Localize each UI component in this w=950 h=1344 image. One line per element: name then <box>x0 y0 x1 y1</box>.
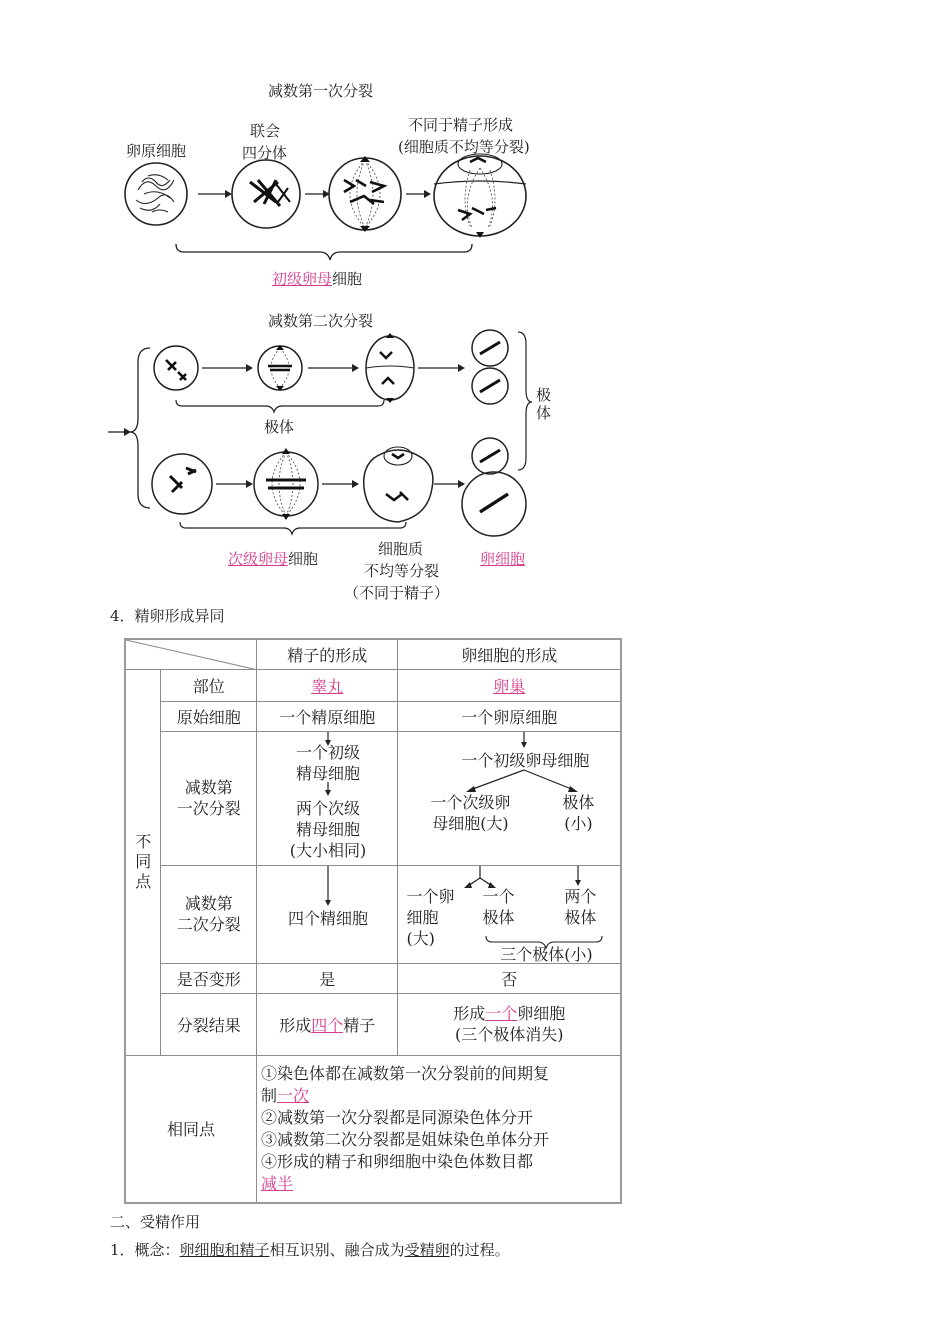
row-m1-sperm-1: 一个初级 <box>296 742 361 762</box>
polar-body-result-1 <box>472 330 508 366</box>
secondary-oocyte-cell <box>152 454 212 514</box>
ovary-text: 卵巢 <box>493 676 526 696</box>
row-m1-sperm <box>257 731 398 865</box>
same-label: 相同点 <box>125 1055 257 1203</box>
row-m2-sperm-text: 四个精细胞 <box>288 908 369 928</box>
row-m1-egg-right-2: (小) <box>564 813 593 833</box>
row-m1-egg-right-1: 极体 <box>562 792 595 812</box>
polar-body-result-2 <box>472 368 508 404</box>
same-point-3: ③减数第二次分裂都是姐妹染色单体分开 <box>261 1129 550 1149</box>
concept-mid: 相互识别、融合成为 <box>269 1241 405 1259</box>
testis-text: 睾丸 <box>311 676 344 696</box>
row-m2-label-2: 二次分裂 <box>176 915 241 934</box>
row-m1-egg-left-1: 一个次级卵 <box>430 792 511 812</box>
row-site-sperm <box>257 669 398 701</box>
row-deform-sperm: 是 <box>257 963 398 993</box>
header-sperm: 精子的形成 <box>257 639 398 669</box>
metaphase-one-cell <box>329 156 401 232</box>
row-origin-sperm: 一个精原细胞 <box>257 701 398 731</box>
meiosis-one-figure <box>108 72 554 304</box>
row-deform-label: 是否变形 <box>161 963 257 993</box>
egg-cell-label: 卵细胞 <box>480 550 526 568</box>
synapsis-label: 联会 <box>250 122 281 140</box>
table-header-row <box>125 639 621 669</box>
unequal-cytoplasm-label: (细胞质不均等分裂) <box>398 138 530 156</box>
cytoplasm-label: 细胞质 <box>378 540 424 558</box>
row-m2-egg-b-1: 一个 <box>482 886 515 906</box>
row-deform-egg: 否 <box>398 963 621 993</box>
row-m1-egg-left-2: 母细胞(大) <box>432 813 509 833</box>
row-m2-sperm <box>257 865 398 963</box>
row-result-egg <box>398 993 621 1055</box>
secondary-oocyte-metaphase-cell <box>254 448 318 520</box>
row-m2-egg-c-1: 两个 <box>564 886 597 906</box>
halved-text: 减半 <box>261 1173 294 1193</box>
same-point-2: ②减数第一次分裂都是同源染色体分开 <box>261 1107 534 1127</box>
meiosis-one-title: 减数第一次分裂 <box>268 82 374 100</box>
table-row <box>125 1055 621 1203</box>
row-m2-egg-c-2: 极体 <box>564 907 597 927</box>
row-site-egg <box>398 669 621 701</box>
oogonium-cell <box>125 163 187 225</box>
row-m2-egg <box>398 865 621 963</box>
secondary-oocyte-label <box>228 548 318 569</box>
polar-body-row-label: 极体 <box>264 418 295 436</box>
table-row <box>125 701 621 731</box>
row-result-sperm <box>257 993 398 1055</box>
four-text: 四个 <box>311 1015 344 1035</box>
row-m2-egg-a-3: (大) <box>406 928 435 948</box>
section-4-title: 4．精卵形成异同 <box>110 607 225 625</box>
row-result-sperm-pre: 形成 <box>279 1015 312 1035</box>
diff-label: 不同点 <box>135 832 152 891</box>
row-result-label: 分裂结果 <box>161 993 257 1055</box>
secondary-oocyte-pink: 次级卵母 <box>228 550 289 568</box>
polar-body-cell-1 <box>154 346 198 390</box>
row-result-egg-note: (三个极体消失) <box>454 1025 564 1044</box>
polar-body-anaphase-cell <box>366 333 414 403</box>
polar-body-metaphase-cell <box>258 345 302 391</box>
header-corner-cell <box>125 639 257 669</box>
row-m1-sperm-3: 两个次级 <box>296 798 361 818</box>
row-m1-sperm-2: 精母细胞 <box>296 763 361 783</box>
secondary-oocyte-anaphase-cell <box>364 447 433 522</box>
table-row <box>125 963 621 993</box>
concept-line <box>110 1239 510 1260</box>
anaphase-one-cell <box>434 154 526 238</box>
row-m1-label-1: 减数第 <box>184 778 233 797</box>
concept-prefix: 1．概念： <box>110 1241 180 1259</box>
row-m2-label <box>161 865 257 963</box>
row-m1-egg <box>398 731 621 865</box>
meiosis-two-title: 减数第二次分裂 <box>268 312 374 330</box>
row-m2-egg-total: 三个极体(小) <box>500 944 593 964</box>
row-m1-sperm-5: (大小相同) <box>289 840 367 860</box>
concept-zygote: 受精卵 <box>404 1241 450 1259</box>
row-m2-egg-a-1: 一个卵 <box>406 886 455 906</box>
section-2-title: 二、受精作用 <box>110 1213 201 1231</box>
table-row <box>125 669 621 701</box>
same-point-1a: ①染色体都在减数第一次分裂前的间期复 <box>261 1063 550 1083</box>
tetrad-cell <box>232 160 300 228</box>
comparison-table <box>124 638 622 1204</box>
unlike-sperm-label: 不同于精子形成 <box>408 116 514 134</box>
row-m1-label-2: 一次分裂 <box>176 799 241 818</box>
oogonium-label: 卵原细胞 <box>126 142 187 160</box>
row-m1-label <box>161 731 257 865</box>
row-origin-label: 原始细胞 <box>161 701 257 731</box>
secondary-oocyte-suffix: 细胞 <box>288 550 319 568</box>
row-site-label: 部位 <box>161 669 257 701</box>
egg-cell <box>462 472 526 536</box>
row-result-sperm-post: 精子 <box>343 1015 376 1035</box>
table-row <box>125 865 621 963</box>
diff-label-cell <box>125 669 161 1055</box>
concept-suffix: 的过程。 <box>449 1241 510 1259</box>
concept-egg-sperm: 卵细胞和精子 <box>179 1241 270 1259</box>
polar-body-result-3 <box>472 438 508 474</box>
unlike-sperm-note: （不同于精子） <box>344 584 450 602</box>
polar-body-side-label: 极体 <box>536 386 552 422</box>
row-m2-egg-a-2: 细胞 <box>406 907 439 927</box>
primary-oocyte-pink: 初级卵母 <box>272 270 333 288</box>
row-m1-sperm-4: 精母细胞 <box>296 819 361 839</box>
row-result-egg-post: 卵细胞 <box>517 1004 566 1023</box>
same-points <box>257 1055 621 1203</box>
table-row <box>125 731 621 865</box>
row-result-egg-pre: 形成 <box>453 1004 486 1023</box>
one-text: 一个 <box>485 1004 518 1023</box>
unequal-division-label: 不均等分裂 <box>364 562 440 580</box>
tetrad-label: 四分体 <box>242 144 288 162</box>
same-point-1b: 制 <box>261 1085 278 1105</box>
row-m1-egg-top: 一个初级卵母细胞 <box>461 750 590 770</box>
row-origin-egg: 一个卵原细胞 <box>398 701 621 731</box>
primary-oocyte-suffix: 细胞 <box>332 270 363 288</box>
table-row <box>125 993 621 1055</box>
row-m2-label-1: 减数第 <box>184 894 233 913</box>
primary-oocyte-label <box>272 268 362 289</box>
meiosis-two-figure <box>108 308 554 600</box>
header-egg: 卵细胞的形成 <box>398 639 621 669</box>
same-point-4a: ④形成的精子和卵细胞中染色体数目都 <box>261 1151 534 1171</box>
once-text: 一次 <box>277 1085 310 1105</box>
row-m2-egg-b-2: 极体 <box>482 907 515 927</box>
